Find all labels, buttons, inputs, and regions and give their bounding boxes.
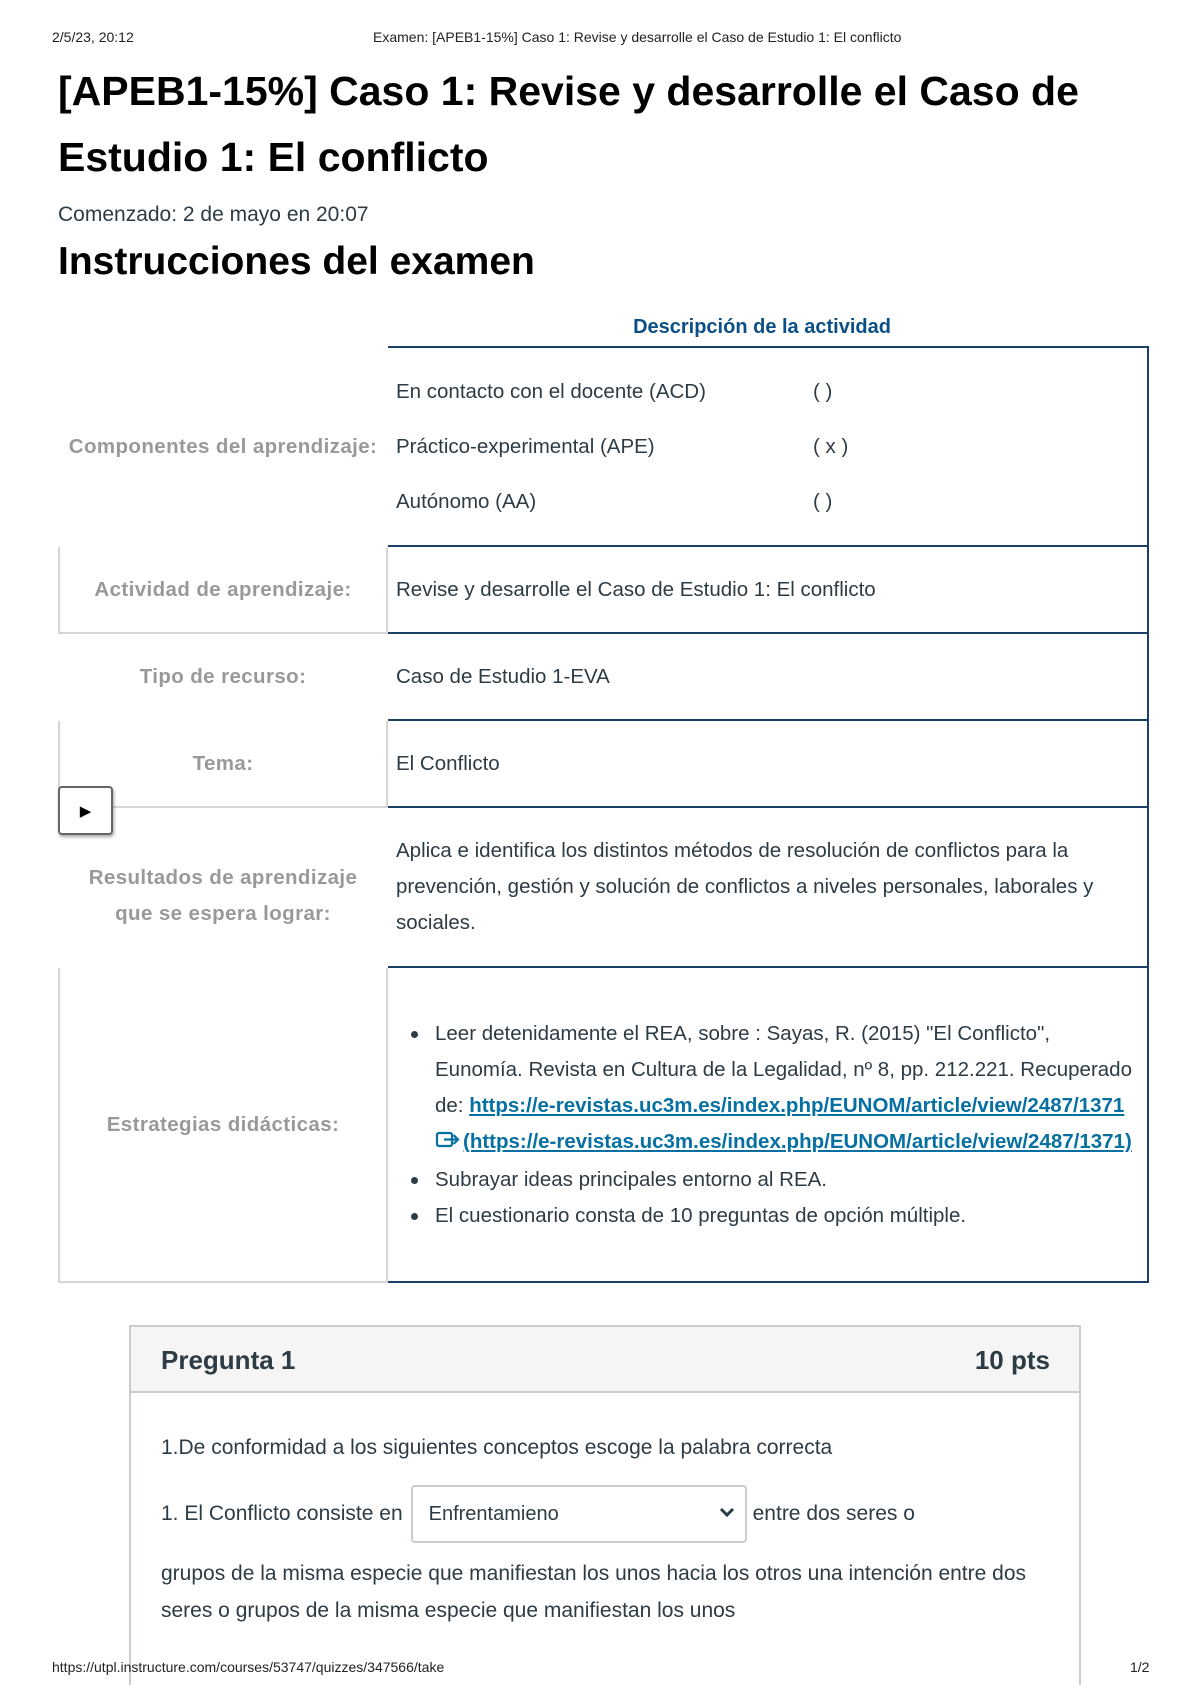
play-icon: ▶ [79,802,92,820]
question-line-prefix: 1. El Conflicto consiste en [161,1502,403,1525]
print-header [0,29,1200,49]
list-item: Subrayar ideas principales entorno al REA. [396,1162,1139,1198]
component-mark: ( ) [813,379,833,403]
learning-activity-label: Actividad de aprendizaje: [59,546,387,633]
component-item [396,474,1139,529]
learning-activity-row [59,546,1148,633]
print-doc-title: Examen: [APEB1-15%] Caso 1: Revise y desarrolle el Caso de Estudio 1: El conflicto [373,29,902,45]
component-item [396,419,1139,474]
resource-type-row [59,633,1148,720]
rea-link-alt[interactable]: (https://e-revistas.uc3m.es/index.php/EUNOM/article/view/2487/1371) [463,1129,1132,1153]
list-item: El cuestionario consta de 10 preguntas de opción múltiple. [396,1198,1139,1234]
print-datetime: 2/5/23, 20:12 [52,29,134,45]
question-continuation: grupos de la misma especie que manifiestan los unos hacia los otros una intención entre dos seres o grupos de la misma especie que manifiestan los unos [161,1562,1027,1622]
question-card [129,1325,1081,1685]
component-mark: ( ) [813,489,833,513]
resource-type-value: Caso de Estudio 1-EVA [387,633,1148,720]
activity-caption: Descripción de la actividad [633,316,891,338]
question-body [131,1393,1079,1629]
components-label: Componentes del aprendizaje: [68,434,378,458]
question-prompt: 1.De conformidad a los siguientes conceptos escoge la palabra correcta [161,1436,833,1459]
question-line-suffix: entre dos seres o [752,1502,915,1525]
rea-link[interactable]: https://e-revistas.uc3m.es/index.php/EUNOM/article/view/2487/1371 [469,1093,1125,1117]
components-cell [387,347,1148,546]
print-url: https://utpl.instructure.com/courses/53747/quizzes/347566/take [52,1659,445,1675]
strategies-row [59,967,1148,1282]
resource-type-label: Tipo de recurso: [139,664,307,688]
component-name: Autónomo (AA) [396,489,537,513]
instructions-heading: Instrucciones del examen [58,240,535,283]
component-name: En contacto con el docente (ACD) [396,379,706,403]
list-item [396,1016,1139,1162]
strategies-cell [387,967,1148,1282]
question-points: 10 pts [974,1345,1050,1375]
learning-activity-value: Revise y desarrolle el Caso de Estudio 1: El conflicto [387,546,1148,633]
answer-select[interactable] [411,1485,747,1543]
topic-label: Tema: [59,720,387,807]
topic-value: El Conflicto [387,720,1148,807]
topic-row [59,720,1148,807]
components-row [59,347,1148,546]
answer-selected-value: Enfrentamieno [428,1502,559,1525]
quiz-title: [APEB1-15%] Caso 1: Revise y desarrolle el Caso de Estudio 1: El conflicto [58,68,1079,180]
question-header [131,1327,1079,1393]
outcomes-label: Resultados de aprendizaje que se espera lograr: [88,866,358,925]
external-link-icon[interactable] [435,1126,461,1162]
question-line [161,1485,1049,1543]
print-footer [0,1659,1200,1679]
strategy-text: Leer detenidamente el REA, sobre : Sayas, R. (2015) "El Conflicto", Eunomía. Revista en Cultura de la Legalidad, nº 8, pp. 212.221. Recuperado de: [435,1021,1132,1117]
activity-table [58,346,1149,1283]
started-value: 2 de mayo en 20:07 [182,203,369,226]
component-item [396,364,1139,419]
component-name: Práctico-experimental (APE) [396,434,655,458]
print-page-number: 1/2 [1130,1659,1150,1675]
started-label: Comenzado: [58,203,178,226]
started-info [58,203,369,227]
outcomes-value: Aplica e identifica los distintos métodos de resolución de conflictos para la prevención, gestión y solución de conflictos a niveles personales, laborales y sociales. [387,807,1148,967]
strategies-label: Estrategias didácticas: [59,967,387,1282]
chevron-down-icon [719,1505,735,1523]
strategies-list [396,1016,1139,1234]
outcomes-row [59,807,1148,967]
play-button[interactable] [58,786,113,835]
component-mark: ( x ) [813,434,849,458]
question-title: Pregunta 1 [161,1345,296,1375]
